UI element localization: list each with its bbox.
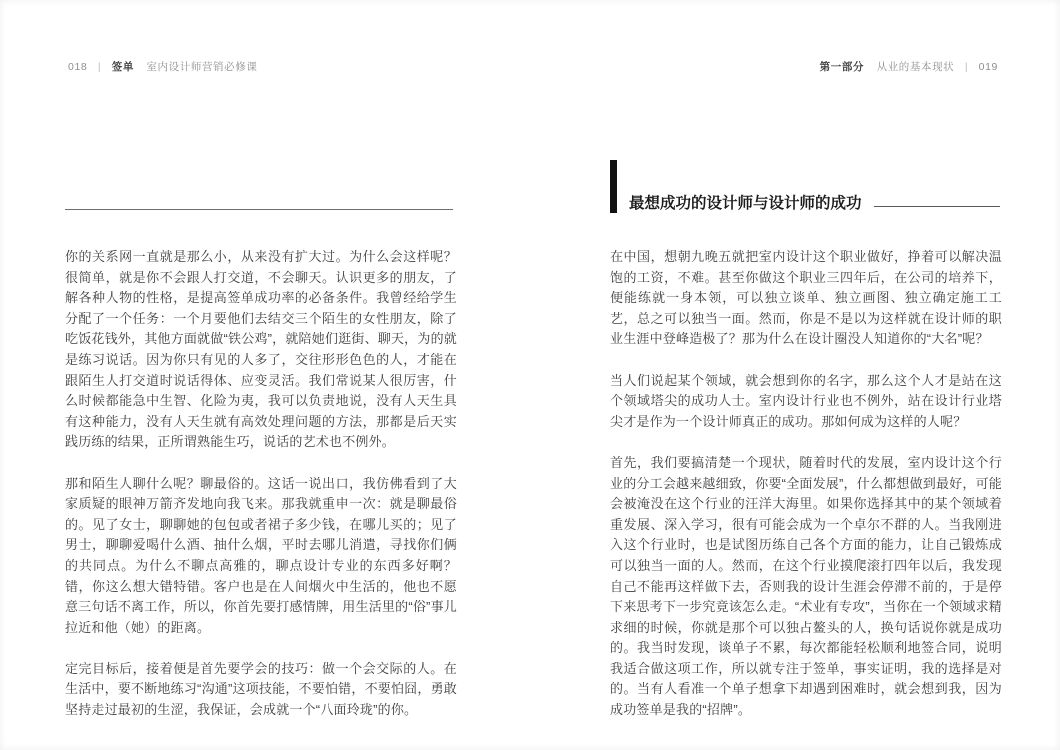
running-head-left: [68, 59, 257, 74]
header-divider: |: [964, 61, 969, 73]
chapter-heading: [610, 160, 1002, 213]
body-text-left: [65, 247, 457, 721]
chapter-title: 最想成功的设计师与设计师的成功: [629, 194, 862, 212]
body-text-right: [610, 247, 1002, 721]
paragraph: 在中国，想朝九晚五就把室内设计这个职业做好，挣着可以解决温饱的工资，不难。甚至你做这个职业三四年后，在公司的培养下，便能练就一身本领，可以独立谈单、独立画图、独立确定施工工艺，总之可以独当一面。然而，你是不是以为这样就在设计师的职业生涯中登峰造极了？那为什么在设计圈没人知道你的“大名”呢？: [610, 249, 1002, 347]
book-title: 签单: [111, 61, 134, 73]
section-label: 第一部分: [819, 61, 865, 73]
heading-rule: [874, 206, 1000, 207]
heading-accent-bar: [610, 160, 617, 213]
page-number-right: 019: [978, 61, 998, 73]
paragraph: 首先，我们要搞清楚一个现状，随着时代的发展，室内设计这个行业的分工会越来越细致，你要“全面发展”，什么都想做到最好，可能会被淹没在这个行业的汪洋大海里。如果你选择其中的某个领域着重发展、深入学习，很有可能会成为一个卓尔不群的人。当我刚进入这个行业时，也是试图历练自己各个方面的能力，让自己锻炼成可以独当一面的人。然而，在这个行业摸爬滚打四年以后，我发现自己不能再这样做下去，否则我的设计生涯会停滞不前的，于是停下来思考下一步究竟该怎么走。“术业有专攻”，当你在一个领域求精求细的时候，你就是那个可以独占鳌头的人，换句话说你就是成功的。我当时发现，谈单子不累，每次都能轻松顺利地签合同，说明我适合做这项工作，所以就专注于签单，事实证明，我的选择是对的。当有人看准一个单子想拿下却遇到困难时，就会想到我，因为成功签单是我的“招牌”。: [610, 454, 1002, 718]
paragraph: 你的关系网一直就是那么小，从来没有扩大过。为什么会这样呢？很简单，就是你不会跟人打交道，不会聊天。认识更多的朋友，了解各种人物的性格，是提高签单成功率的必备条件。我曾经给学生分配了一个任务：一个月要他们去结交三个陌生的女性朋友，除了吃饭花钱外，其他方面就做“铁公鸡”，就陪她们逛街、聊天，为的就是练习说话。因为你只有见的人多了，交往形形色色的人，才能在跟陌生人打交道时说话得体、应变灵活。我们常说某人很厉害，什么时候都能急中生智、化险为夷，我可以负责地说，没有人天生具有这种能力，没有人天生就有高效处理问题的方法，那都是后天实践历练的结果，正所谓熟能生巧，说话的艺术也不例外。: [65, 249, 457, 450]
paragraph: 定完目标后，接着便是首先要学会的技巧：做一个会交际的人。在生活中，要不断地练习“沟通”这项技能，不要怕错，不要怕囧，勇敢坚持走过最初的生涩，我保证，会成就一个“八面玲珑”的你。: [65, 660, 457, 718]
running-head-right: [820, 59, 998, 74]
book-subtitle: 室内设计师营销必修课: [146, 61, 258, 73]
page-number-left: 018: [68, 61, 88, 73]
section-title: 从业的基本现状: [876, 61, 955, 73]
paragraph: 那和陌生人聊什么呢？聊最俗的。这话一说出口，我仿佛看到了大家质疑的眼神万箭齐发地向我飞来。那我就重申一次：就是聊最俗的。见了女士，聊聊她的包包或者裙子多少钱，在哪儿买的；见了男士，聊聊爱喝什么酒、抽什么烟，平时去哪儿消遣，寻找你们俩的共同点。为什么不聊点高雅的，聊点设计专业的东西多好啊？错，你这么想大错特错。客户也是在人间烟火中生活的，他也不愿意三句话不离工作，所以，你首先要打感情牌，用生活里的“俗”事儿拉近和他（她）的距离。: [65, 475, 457, 635]
section-end-rule: [65, 209, 453, 210]
header-divider: |: [97, 61, 102, 73]
paragraph: 当人们说起某个领域，就会想到你的名字，那么这个人才是站在这个领域塔尖的成功人士。室内设计行业也不例外，站在设计行业塔尖才是作为一个设计师真正的成功。那如何成为这样的人呢？: [610, 372, 1002, 429]
